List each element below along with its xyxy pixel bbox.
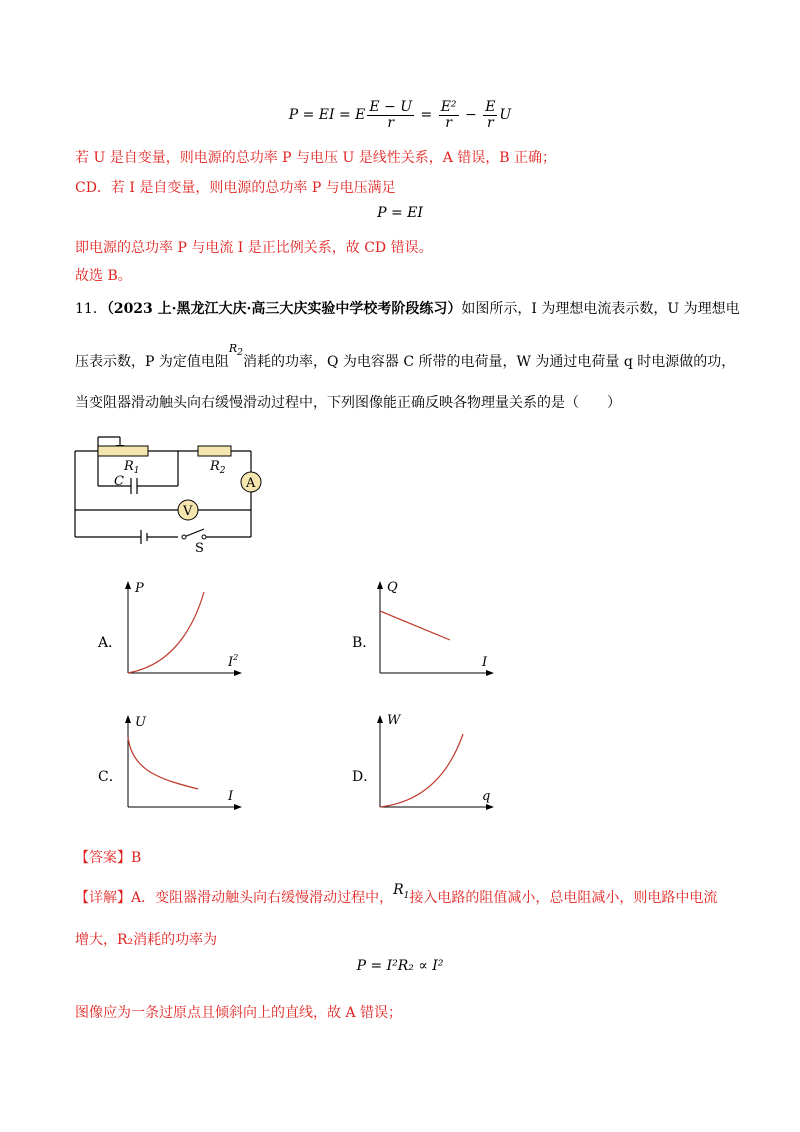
ammeter-label: A [246,476,256,491]
option-a-label: A． [98,635,123,651]
graph-d-xlabel: q [482,789,491,804]
graph-a [118,578,248,678]
option-c-label: C． [98,769,123,785]
graph-c-ylabel: U [135,715,146,730]
r2-label: $R_2$ [210,459,226,476]
graph-a-xlabel: $I^2$ [228,653,239,670]
curve-a [128,592,204,673]
solution-line-1: 若 U 是自变量，则电源的总功率 P 与电压 U 是线性关系，A 错误，B 正确； [75,150,557,166]
graph-d [370,712,500,812]
explanation-line-1: 【详解】A．变阻器滑动触头向右缓慢滑动过程中，$R_1$接入电路的阻值减小，总电阻减小，则电路中电流 [75,882,718,906]
curve-d [380,734,463,807]
solution-line-2: CD．若 I 是自变量，则电源的总功率 P 与电压满足 [75,180,396,196]
line-b [380,611,450,640]
question-line-1: 11．（2023 上·黑龙江大庆·高三大庆实验中学校考阶段练习）如图所示，I 为理想电流表示数，U 为理想电 [75,301,740,317]
graph-c [118,712,248,812]
explanation-line-3: 图像应为一条过原点且倾斜向上的直线，故 A 错误； [75,1005,403,1021]
graph-a-ylabel: P [135,581,144,596]
question-line-2: 压表示数，P 为定值电阻$^{R_2}$消耗的功率，Q 为电容器 C 所带的电荷量，W 为通过电荷量 q 时电源做的功， [75,342,736,370]
answer-value: B [131,850,142,866]
resistor-r1 [98,446,148,456]
resistor-r2 [198,446,231,456]
option-d-label: D． [352,769,378,785]
explanation-line-2: 增大，R₂消耗的功率为 [75,932,218,948]
graph-c-xlabel: I [228,789,234,804]
graph-b-ylabel: Q [387,580,398,595]
graph-b-xlabel: I [482,655,488,670]
curve-c [128,737,198,789]
option-b-label: B． [352,635,377,651]
answer-line [75,848,141,868]
equation-p-i2r2: P = I²R₂ ∝ I² [356,958,444,974]
question-line-3: 当变阻器滑动触头向右缓慢滑动过程中，下列图像能正确反映各物理量关系的是（ ） [75,395,621,411]
r1-symbol: $R_1$ [393,882,410,901]
voltmeter-label: V [183,504,193,519]
answer-tag: 【答案】 [75,850,131,866]
question-source: （2023 上·黑龙江大庆·高三大庆实验中学校考阶段练习） [106,301,462,317]
solution-line-3: 即电源的总功率 P 与电流 I 是正比例关系，故 CD 错误。 [75,240,433,256]
equation-power-voltage: P = EI = E $\frac{E - U}{r}$ = $\frac{\text{E²}}{r}$ − $\frac{E}{r}$ U [288,98,512,131]
r2-symbol: R2 [228,342,243,359]
equation-p-ei: P = EI [377,205,423,221]
capacitor-label: C [114,474,124,489]
circuit-diagram [68,430,268,555]
question-number: 11． [75,301,107,317]
switch-label: S [195,541,204,555]
graph-b [370,578,500,678]
r1-label: $R_1$ [124,459,140,476]
explanation-tag: 【详解】 [75,890,131,906]
graph-d-ylabel: W [387,713,401,728]
solution-line-4: 故选 B。 [75,268,132,284]
